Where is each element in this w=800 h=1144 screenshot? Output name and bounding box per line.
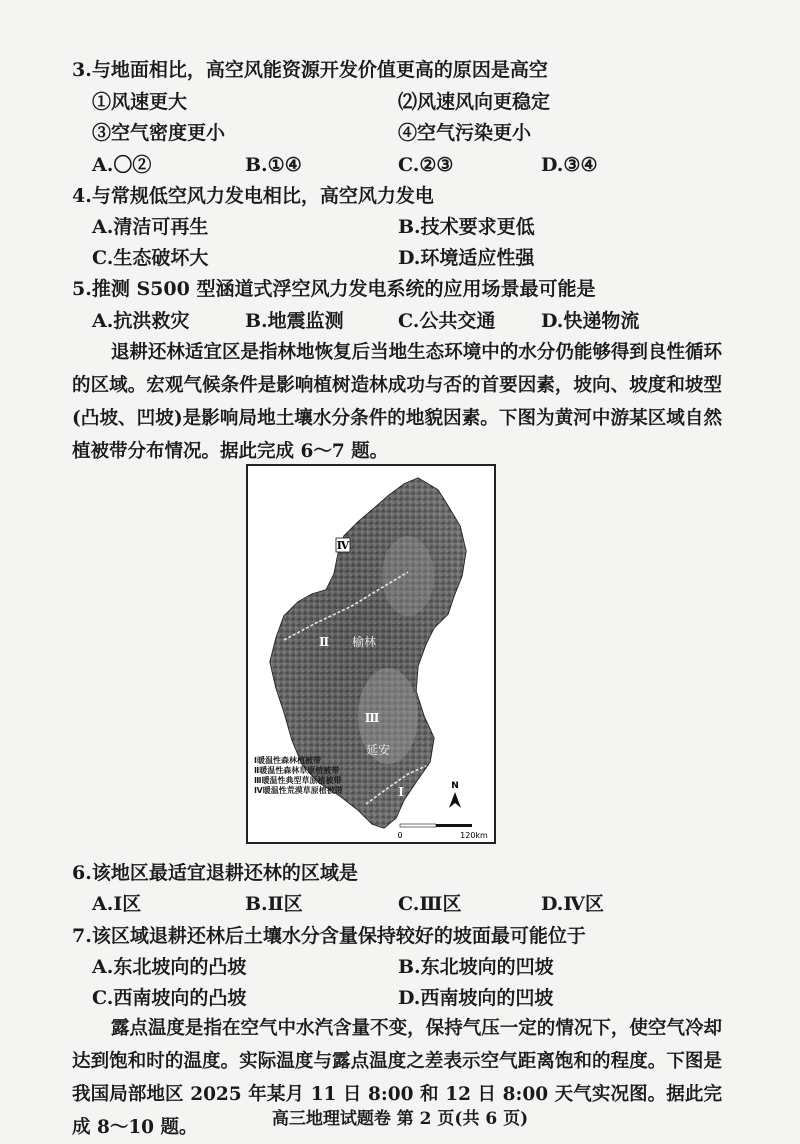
q5-option-d: D.快递物流 — [541, 310, 640, 332]
q4-option-a: A.清洁可再生 — [92, 216, 209, 238]
q7-option-d: D.西南坡向的凹坡 — [398, 987, 554, 1009]
north-label: N — [451, 781, 459, 791]
city-label-yulin: 榆林 — [351, 635, 377, 649]
q7-option-a: A.东北坡向的凸坡 — [92, 956, 247, 978]
q7-option-b: B.东北坡向的凹坡 — [398, 956, 554, 978]
q3-item-3: ③空气密度更小 — [92, 122, 226, 144]
q3-item-4: ④空气污染更小 — [398, 122, 532, 144]
legend-item-iii: Ⅲ暖温性典型草原植被带 — [254, 776, 342, 785]
map-legend — [254, 756, 343, 796]
legend-item-i: Ⅰ暖温性森林植被带 — [254, 756, 321, 765]
scale-end: 120km — [460, 831, 488, 840]
legend-item-ii: Ⅱ暖温性森林草原植被带 — [254, 766, 340, 775]
q6-option-d: D.Ⅳ区 — [541, 893, 604, 915]
q3-item-1: ①风速更大 — [92, 91, 188, 113]
q7-stem: 7.该区域退耕还林后土壤水分含量保持较好的坡面最可能位于 — [72, 925, 586, 947]
passage-dewpoint-text: 露点温度是指在空气中水汽含量不变，保持气压一定的情况下，使空气冷却达到饱和时的温度。实际温度与露点温度之差表示空气距离饱和的程度。下图是我国局部地区 2025 年某月 11 日 8:00 和 12 日 8:00 天气实况图。据此完成 8～10 题。 — [72, 1018, 722, 1138]
q4-option-b: B.技术要求更低 — [398, 216, 535, 238]
q3-stem: 3.与地面相比，高空风能资源开发价值更高的原因是高空 — [72, 59, 548, 81]
legend-item-iv: Ⅳ暖温性荒漠草原植被带 — [254, 786, 343, 795]
zone-label-i: Ⅰ — [398, 785, 404, 799]
page-footer: 高三地理试题卷 第 2 页(共 6 页) — [271, 1109, 529, 1129]
q4-option-d: D.环境适应性强 — [398, 247, 535, 269]
q6-option-c: C.Ⅲ区 — [398, 893, 462, 915]
q5-option-c: C.公共交通 — [398, 310, 496, 332]
q6-stem: 6.该地区最适宜退耕还林的区域是 — [72, 862, 358, 884]
q4-option-c: C.生态破坏大 — [92, 247, 209, 269]
q6-option-a: A.Ⅰ区 — [92, 893, 142, 915]
q3-option-a: A.〇② — [92, 154, 152, 176]
q5-stem: 5.推测 S500 型涵道式浮空风力发电系统的应用场景最可能是 — [72, 278, 596, 300]
zone-label-iii: Ⅲ — [364, 711, 380, 725]
q3-option-c: C.②③ — [398, 154, 454, 176]
passage-reforestation-text: 退耕还林适宜区是指林地恢复后当地生态环境中的水分仍能够得到良性循环的区域。宏观气候条件是影响植树造林成功与否的首要因素，坡向、坡度和坡型(凸坡、凹坡)是影响局地土壤水分条件的地貌因素。下图为黄河中游某区域自然植被带分布情况。据此完成 6～7 题。 — [72, 342, 722, 462]
q4-stem: 4.与常规低空风力发电相比，高空风力发电 — [72, 185, 434, 207]
q3-option-d: D.③④ — [541, 154, 598, 176]
vegetation-zone-map — [246, 464, 496, 844]
q7-option-c: C.西南坡向的凸坡 — [92, 987, 247, 1009]
q5-option-a: A.抗洪救灾 — [92, 310, 190, 332]
north-arrow-icon — [449, 792, 461, 808]
q3-item-2: ⑵风速风向更稳定 — [398, 91, 551, 113]
scale-start: 0 — [397, 831, 403, 840]
zone-label-iv: Ⅳ — [336, 539, 350, 552]
city-label-yanan: 延安 — [365, 743, 391, 757]
passage-reforestation — [72, 336, 722, 468]
q3-option-b: B.①④ — [245, 154, 302, 176]
q5-option-b: B.地震监测 — [245, 310, 344, 332]
q6-option-b: B.Ⅱ区 — [245, 893, 303, 915]
zone-label-ii: Ⅱ — [318, 635, 330, 649]
